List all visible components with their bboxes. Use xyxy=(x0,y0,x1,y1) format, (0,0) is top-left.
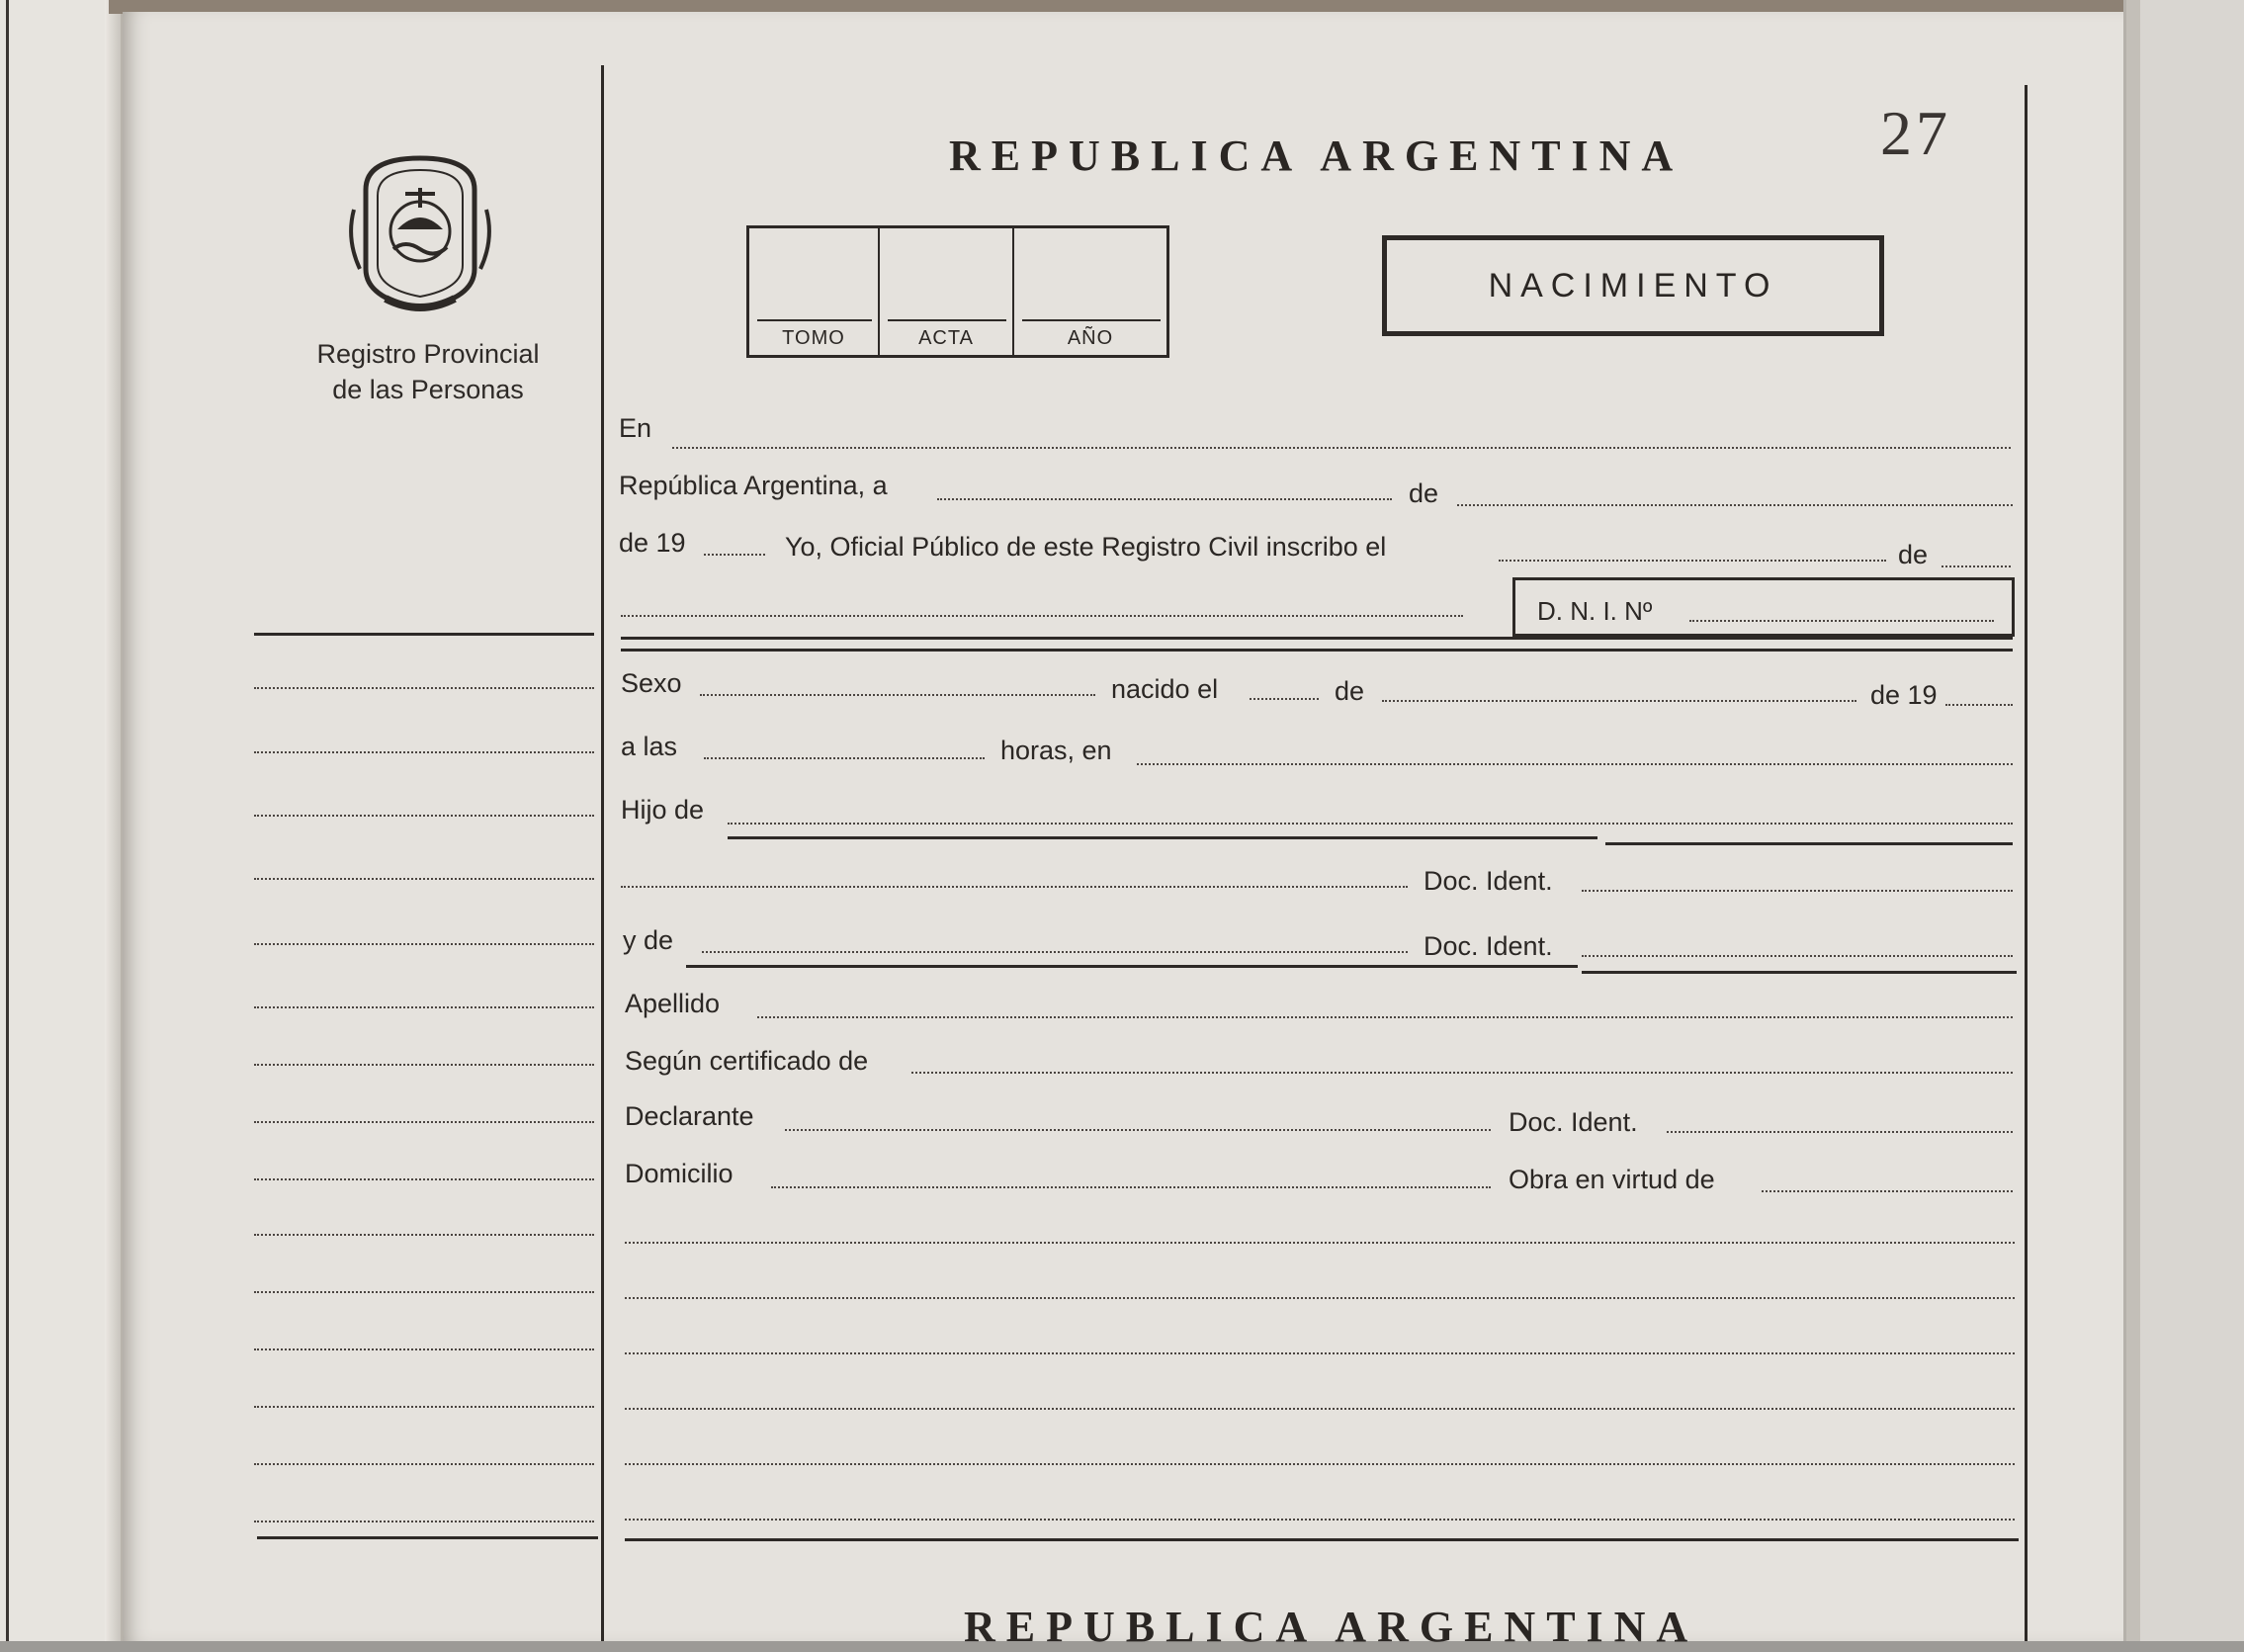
facing-page-left xyxy=(0,0,123,1641)
field-padre-cont xyxy=(621,886,1408,888)
field-anio xyxy=(704,554,765,556)
blank-line xyxy=(625,1352,2015,1354)
label-obra-en-virtud: Obra en virtud de xyxy=(1509,1165,1715,1194)
underline xyxy=(1582,971,2017,974)
margin-line xyxy=(254,815,594,817)
field-nacido-dia xyxy=(1250,698,1319,700)
field-sexo xyxy=(700,694,1095,696)
record-type-box: NACIMIENTO xyxy=(1382,235,1884,336)
margin-line xyxy=(254,1178,594,1180)
label-hijo-de: Hijo de xyxy=(621,795,705,825)
label-sexo: Sexo xyxy=(621,668,682,698)
label-y-de: y de xyxy=(623,925,674,955)
field-doc-ident-2 xyxy=(1582,955,2013,957)
label-doc-ident-3: Doc. Ident. xyxy=(1509,1107,1638,1137)
blank-line xyxy=(625,1242,2015,1244)
blank-line xyxy=(625,1519,2015,1521)
label-de-3: de xyxy=(1335,676,1365,706)
field-nacido-anio xyxy=(1945,704,2013,706)
field-en xyxy=(672,447,2011,449)
margin-line xyxy=(254,1064,594,1066)
margin-line xyxy=(254,687,594,689)
left-column-rule xyxy=(254,633,594,636)
label-yo-oficial: Yo, Oficial Público de este Registro Civil inscribo el xyxy=(785,532,1387,562)
field-hora xyxy=(704,757,985,759)
field-dia xyxy=(937,498,1392,500)
label-doc-ident-1: Doc. Ident. xyxy=(1424,866,1553,896)
blank-line xyxy=(625,1408,2015,1410)
document-title: REPUBLICA ARGENTINA xyxy=(949,131,1684,180)
field-obra xyxy=(1762,1190,2013,1192)
label-de: de xyxy=(1409,478,1439,508)
left-column-bottom-rule xyxy=(257,1536,598,1539)
label-domicilio: Domicilio xyxy=(625,1159,734,1188)
margin-line xyxy=(254,1406,594,1408)
margin-line xyxy=(254,1006,594,1008)
field-domicilio xyxy=(771,1186,1491,1188)
dni-field xyxy=(1689,620,1994,622)
section-rule xyxy=(621,649,2013,652)
field-continuacion xyxy=(621,615,1463,617)
field-apellido xyxy=(757,1016,2013,1018)
field-inscribo xyxy=(1499,560,1886,562)
margin-line xyxy=(254,943,594,945)
field-lugar xyxy=(1137,763,2013,765)
underline xyxy=(1605,842,2013,845)
label-segun-certificado: Según certificado de xyxy=(625,1046,869,1076)
registry-line-2: de las Personas xyxy=(332,375,524,404)
field-declarante xyxy=(785,1129,1491,1131)
label-de-19: de 19 xyxy=(619,528,686,558)
label-horas-en: horas, en xyxy=(1000,736,1112,765)
margin-line xyxy=(254,1348,594,1350)
margin-line xyxy=(254,1463,594,1465)
field-de-2 xyxy=(1942,565,2011,567)
page-number: 27 xyxy=(1880,98,1951,168)
label-declarante: Declarante xyxy=(625,1101,754,1131)
dni-label: D. N. I. Nº xyxy=(1537,596,1653,626)
field-doc-ident-1 xyxy=(1582,890,2013,892)
dni-box xyxy=(1512,577,2015,637)
margin-line xyxy=(254,1521,594,1522)
margin-line xyxy=(254,1291,594,1293)
form-right-border xyxy=(2025,85,2028,1641)
field-certificado xyxy=(911,1072,2013,1074)
margin-line xyxy=(254,1121,594,1123)
underline xyxy=(686,965,1578,968)
blank-line xyxy=(625,1463,2015,1465)
column-divider xyxy=(601,65,604,1641)
label-republica-a: República Argentina, a xyxy=(619,471,888,500)
label-apellido: Apellido xyxy=(625,989,721,1018)
field-mes xyxy=(1457,504,2013,506)
label-de-2: de xyxy=(1898,540,1929,569)
tomo-label: TOMO xyxy=(782,327,845,349)
field-nacido-mes xyxy=(1382,700,1856,702)
margin-line xyxy=(254,751,594,753)
section-rule xyxy=(621,637,2013,640)
blank-line xyxy=(625,1297,2015,1299)
next-record-title: REPUBLICA ARGENTINA xyxy=(964,1603,1699,1651)
margin-line xyxy=(254,1234,594,1236)
record-bottom-rule xyxy=(625,1538,2019,1541)
label-de-19-b: de 19 xyxy=(1870,680,1938,710)
field-padre xyxy=(728,823,2013,825)
anio-label: AÑO xyxy=(1067,327,1114,349)
acta-label: ACTA xyxy=(918,327,974,349)
label-nacido-el: nacido el xyxy=(1111,674,1219,704)
margin-line xyxy=(254,878,594,880)
field-madre xyxy=(702,951,1408,953)
field-doc-ident-3 xyxy=(1667,1131,2013,1133)
misiones-seal-icon xyxy=(346,150,494,316)
tomo-acta-anio-box xyxy=(746,225,1169,358)
underline xyxy=(728,836,1597,839)
label-doc-ident-2: Doc. Ident. xyxy=(1424,931,1553,961)
label-en: En xyxy=(619,413,652,443)
registry-name xyxy=(265,336,591,407)
facing-page-right xyxy=(2123,0,2244,1641)
label-a-las: a las xyxy=(621,732,678,761)
registry-line-1: Registro Provincial xyxy=(316,339,540,369)
